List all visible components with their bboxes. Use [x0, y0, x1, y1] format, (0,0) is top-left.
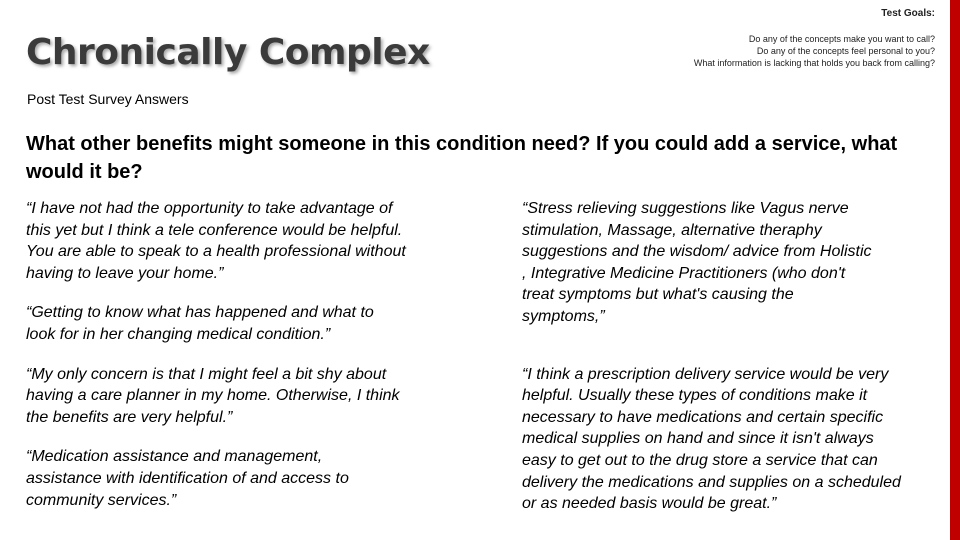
- test-goal-item: What information is lacking that holds you back from calling?: [693, 58, 935, 68]
- test-goals: [605, 8, 935, 69]
- page-title: Chronically Complex: [26, 32, 430, 73]
- test-goals-list: [605, 33, 935, 69]
- test-goal-item: Do any of the concepts make you want to call?: [748, 34, 935, 44]
- accent-bar: [950, 0, 960, 540]
- survey-quote: “I have not had the opportunity to take advantage of this yet but I think a tele conference would be helpful. You are able to speak to a health professional without having to leave your home.”: [26, 200, 406, 282]
- survey-question: What other benefits might someone in this condition need? If you could add a service, what would it be?: [26, 133, 898, 183]
- quotes-right-column: [522, 198, 937, 533]
- survey-quote: “I think a prescription delivery service would be very helpful. Usually these types of conditions make it necessary to have medications and certain specific medical supplies on hand and since it isn't always easy to get out to the drug store a service that can delivery the medications and supplies on a scheduled or as needed basis would be great.”: [522, 365, 901, 513]
- page-subtitle: Post Test Survey Answers: [27, 91, 189, 107]
- survey-quote: “My only concern is that I might feel a bit shy about having a care planner in my home. Otherwise, I think the benefits are very helpful.”: [26, 365, 400, 426]
- survey-quote: “Medication assistance and management, assistance with identification of and access to community services.”: [26, 448, 349, 509]
- test-goals-heading: Test Goals:: [881, 8, 935, 19]
- survey-quote: “Getting to know what has happened and what to look for in her changing medical condition.”: [26, 304, 374, 343]
- quotes-left-column: [26, 198, 446, 529]
- survey-quote: “Stress relieving suggestions like Vagus nerve stimulation, Massage, alternative theraphy suggestions and the wisdom/ advice from Holistic , Integrative Medicine Practitioners (who don't treat symptoms but what's causing the symptoms,”: [522, 200, 872, 325]
- test-goal-item: Do any of the concepts feel personal to you?: [756, 46, 935, 56]
